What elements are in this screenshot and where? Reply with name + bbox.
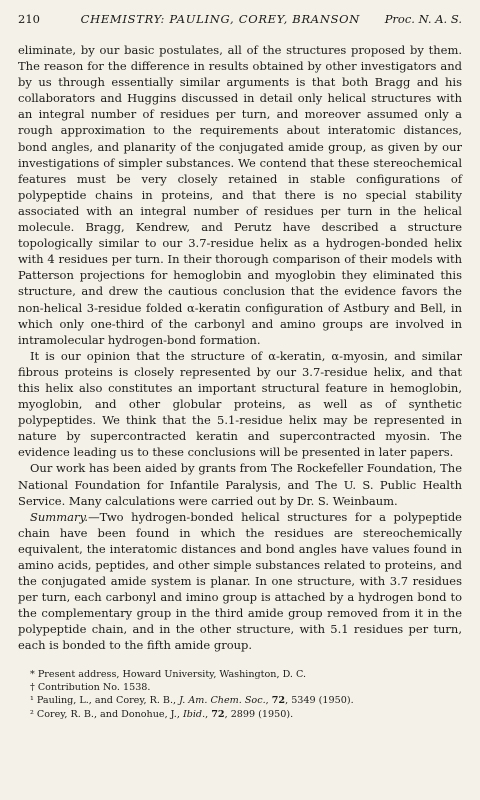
footnote-ref-2-volume: 72 xyxy=(211,708,225,720)
paragraph-1: eliminate, by our basic postulates, all of the structures proposed by them. The reason for the difference in results obtained by other investigators and by us through essentially similar arguments is that both Bragg and his collaborators and Huggins discussed in detail only helical structures with an integral number of residues per turn, and moreover assumed only a rough approximation to the requirements about interatomic distances, bond angles, and planarity of the conjugated amide group, as given by our investigations of simpler substances. We contend that these stereochemical features must be very closely retained in stable configurations of polypeptide chains in proteins, and that there is no special stability associated with an integral number of residues per turn in the helical molecule. Bragg, Kendrew, and Perutz have described a structure topologically similar to our 3.7-residue helix as a hydrogen-bonded helix with 4 residues per turn. In their thorough comparison of their models with Patterson projections for hemoglobin and myoglobin they eliminated this structure, and drew the cautious conclusion that the evidence favors the non-helical 3-residue folded α-keratin configuration of Astbury and Bell, in which only one-third of the carbonyl and amino groups are involved in intramolecular hydrogen-bond formation. xyxy=(18,43,462,347)
footnote-ref-1-volume: 72 xyxy=(271,695,286,707)
footnote-ref-2-authors: ² Corey, R. B., and Donohue, J., xyxy=(30,708,183,720)
journal-abbrev: Proc. N. A. S. xyxy=(384,12,462,26)
footnote-ref-1-authors: ¹ Pauling, L., and Corey, R. B., xyxy=(30,695,180,707)
footnotes xyxy=(18,668,462,722)
footnote-ref-1-pages: , 5349 (1950). xyxy=(285,695,354,707)
footnote-ref-2-sep: , xyxy=(205,708,212,720)
footnote-ref-2-journal: Ibid. xyxy=(182,708,206,720)
footnote-contribution: † Contribution No. 1538. xyxy=(30,681,151,693)
footnote-ref-1 xyxy=(30,694,462,707)
summary-text: —Two hydrogen-bonded helical structures for a polypeptide chain have been found in which the residues are stereochemically equivalent, the interatomic distances and bond angles have values found in amino acids, peptides, and other simple substances related to proteins, and the conjugated amide system is planar. In one structure, with 3.7 residues per turn, each carbonyl and imino group is attached by a hydrogen bond to the complementary group in the third amide group removed from it in the polypeptide chain, and in the other structure, with 5.1 residues per turn, each is bonded to the fifth amide group. xyxy=(18,509,462,653)
paragraph-2: It is our opinion that the structure of α-keratin, α-myosin, and similar fibrous proteins is closely represented by our 3.7-residue helix, and that this helix also constitutes an important structural feature in hemoglobin, myoglobin, and other globular proteins, as well as of synthetic polypeptides. We think that the 5.1-residue helix may be represented in nature by supercontracted keratin and supercontracted myosin. The evidence leading us to these conclusions will be presented in later papers. xyxy=(18,348,462,460)
footnote-ref-1-sep: , xyxy=(265,695,272,707)
footnote-ref-2-pages: , 2899 (1950). xyxy=(224,708,294,720)
footnote-address: * Present address, Howard University, Washington, D. C. xyxy=(30,668,307,680)
page-number: 210 xyxy=(18,12,40,26)
footnote-ref-2 xyxy=(30,708,462,721)
running-header xyxy=(18,12,462,26)
summary-label: Summary. xyxy=(30,509,89,524)
article-body xyxy=(18,42,462,654)
paragraph-3: Our work has been aided by grants from The Rockefeller Foundation, The National Foundation for Infantile Paralysis, and The U. S. Public Health Service. Many calculations were carried out by Dr. S. Weinbaum. xyxy=(18,461,462,508)
summary-paragraph xyxy=(18,509,462,654)
running-title: CHEMISTRY: PAULING, COREY, BRANSON xyxy=(80,12,361,26)
footnote-ref-1-journal: J. Am. Chem. Soc. xyxy=(179,695,266,707)
